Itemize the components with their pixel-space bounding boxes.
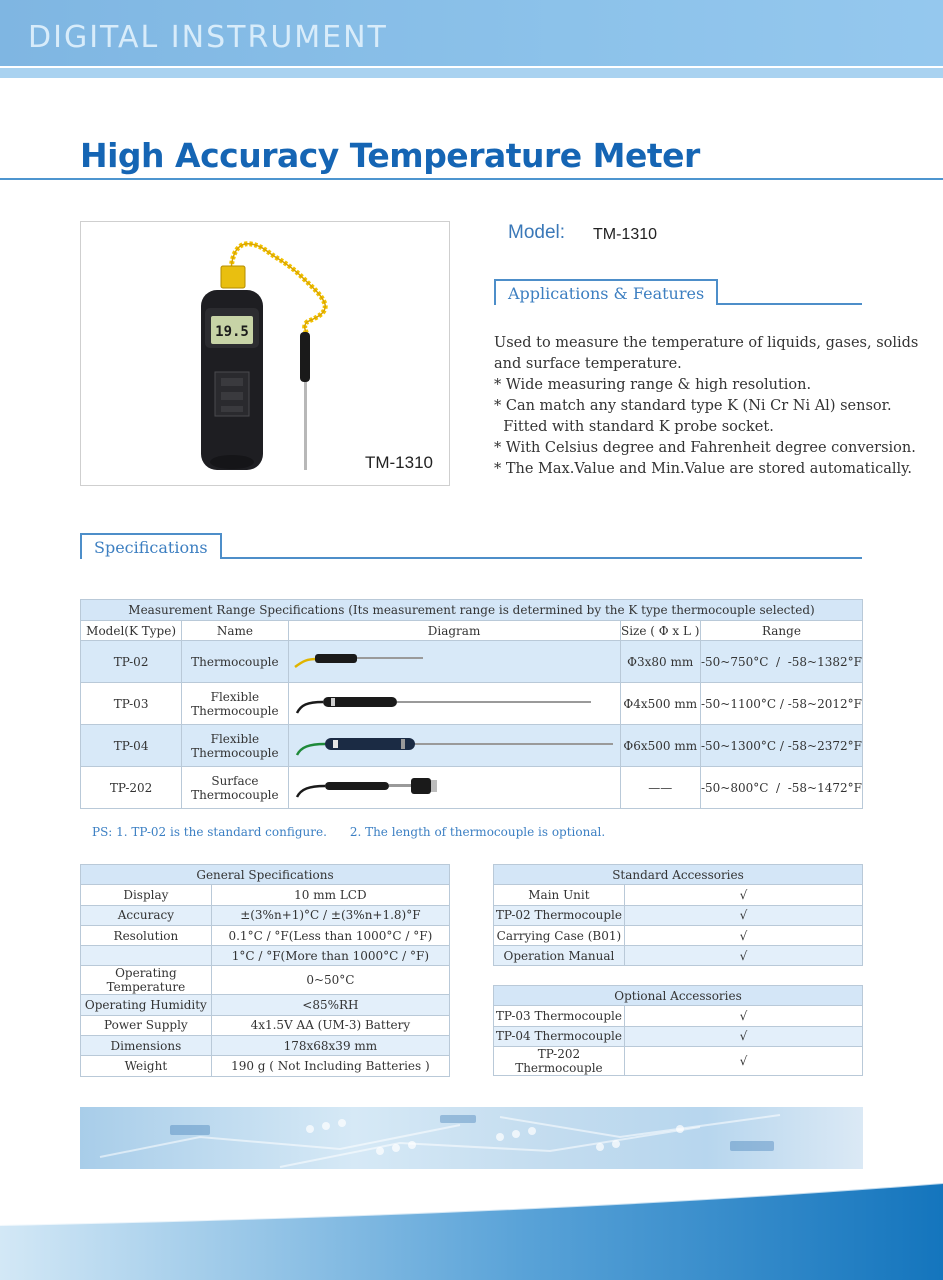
table-row: [81, 1056, 450, 1076]
accessory-item: Operation Manual: [494, 946, 625, 966]
spec-label: Display: [81, 885, 212, 905]
features-line: * With Celsius degree and Fahrenheit degree conversion.: [494, 440, 916, 456]
probe-diagram-tp202: [288, 767, 620, 809]
table-row: [81, 1036, 450, 1056]
size-cell: Φ3x80 mm: [620, 641, 700, 683]
table-row: [494, 925, 863, 945]
measurement-range-table: [80, 599, 863, 809]
check-mark: √: [624, 925, 862, 945]
circuit-board-band: [80, 1107, 863, 1169]
table-row: [81, 905, 450, 925]
range-cell: -50~1300°C / -58~2372°F: [700, 725, 862, 767]
name-line: Thermocouple: [191, 787, 279, 802]
probe-diagram-tp02: [288, 641, 620, 683]
name-line: Flexible: [210, 689, 260, 704]
product-photo: [80, 221, 450, 486]
circuit-pattern-icon: [80, 1107, 863, 1169]
check-mark: √: [624, 885, 862, 905]
table-row: [81, 683, 863, 725]
model-cell: TP-04: [81, 725, 182, 767]
table-row: [81, 966, 450, 995]
model-cell: TP-02: [81, 641, 182, 683]
table-row: [494, 885, 863, 905]
accessory-item: TP-02 Thermocouple: [494, 905, 625, 925]
name-line: Thermocouple: [191, 703, 279, 718]
column-header: Name: [182, 621, 288, 641]
name-cell: [182, 641, 288, 683]
header-banner: [0, 0, 943, 66]
photo-caption: TM-1310: [364, 453, 433, 472]
spec-label: Operating Humidity: [81, 995, 212, 1015]
column-header: Model(K Type): [81, 621, 182, 641]
column-header: Range: [700, 621, 862, 641]
features-line: Used to measure the temperature of liquids, gases, solids: [494, 335, 919, 351]
table-row: [81, 946, 450, 966]
range-cell: -50~750°C / -58~1382°F: [700, 641, 862, 683]
spec-value: <85%RH: [211, 995, 449, 1015]
features-line: * Wide measuring range & high resolution.: [494, 377, 812, 393]
size-cell: Φ6x500 mm: [620, 725, 700, 767]
table-row: [81, 1015, 450, 1035]
spec-value: 0.1°C / °F(Less than 1000°C / °F): [211, 925, 449, 945]
footer-wave: [0, 1165, 943, 1280]
check-mark: √: [624, 1046, 862, 1075]
probe-diagram-tp03: [288, 683, 620, 725]
model-cell: TP-03: [81, 683, 182, 725]
table-row: [81, 641, 863, 683]
measurement-table-caption: Measurement Range Specifications (Its measurement range is determined by the K type thermocouple selected): [81, 600, 863, 621]
features-line: * The Max.Value and Min.Value are stored automatically.: [494, 461, 913, 477]
spec-label: Dimensions: [81, 1036, 212, 1056]
probe-diagram-tp04: [288, 725, 620, 767]
name-cell: [182, 767, 288, 809]
table-row: [494, 1006, 863, 1026]
features-line: and surface temperature.: [494, 356, 682, 372]
name-line: Flexible: [210, 731, 260, 746]
optional-accessories-caption: Optional Accessories: [494, 986, 863, 1006]
table-row: [494, 946, 863, 966]
table-row: [494, 905, 863, 925]
name-line: Thermocouple: [191, 654, 279, 669]
spec-label: [81, 946, 212, 966]
name-cell: [182, 683, 288, 725]
ps-note: PS: 1. TP-02 is the standard configure. 2. The length of thermocouple is optional.: [92, 825, 606, 839]
accessory-item: TP-04 Thermocouple: [494, 1026, 625, 1046]
table-row: [81, 725, 863, 767]
spec-label: Resolution: [81, 925, 212, 945]
size-cell: ——: [620, 767, 700, 809]
accessory-item: Carrying Case (B01): [494, 925, 625, 945]
general-specifications-table: [80, 864, 450, 1077]
spec-label: Accuracy: [81, 905, 212, 925]
spec-label: Weight: [81, 1056, 212, 1076]
optional-accessories-table: [493, 985, 863, 1076]
table-row: [81, 925, 450, 945]
banner-text: DIGITAL INSTRUMENT: [28, 20, 388, 55]
table-row: [81, 885, 450, 905]
features-line: * Can match any standard type K (Ni Cr Ni Al) sensor.: [494, 398, 892, 414]
specifications-heading: Specifications: [80, 533, 222, 559]
accessory-item: TP-202 Thermocouple: [494, 1046, 625, 1075]
meter-illustration: [81, 222, 449, 485]
name-line: Thermocouple: [191, 745, 279, 760]
model-label: Model:: [508, 222, 566, 243]
range-cell: -50~800°C / -58~1472°F: [700, 767, 862, 809]
model-cell: TP-202: [81, 767, 182, 809]
standard-accessories-table: [493, 864, 863, 966]
table-row: [81, 767, 863, 809]
title-rule: [0, 178, 943, 180]
spec-value: 1°C / °F(More than 1000°C / °F): [211, 946, 449, 966]
accessory-item: TP-03 Thermocouple: [494, 1006, 625, 1026]
spec-value: 10 mm LCD: [211, 885, 449, 905]
spec-value: 0~50°C: [211, 966, 449, 995]
spec-value: 178x68x39 mm: [211, 1036, 449, 1056]
check-mark: √: [624, 1026, 862, 1046]
name-cell: [182, 725, 288, 767]
page-title: High Accuracy Temperature Meter: [80, 136, 700, 175]
name-line: Surface: [211, 773, 259, 788]
spec-value: 190 g ( Not Including Batteries ): [211, 1056, 449, 1076]
lcd-reading: 19.5: [215, 324, 249, 340]
table-row: [494, 1046, 863, 1075]
check-mark: √: [624, 905, 862, 925]
probe-tp202-icon: [289, 767, 619, 805]
probe-tp04-icon: [289, 725, 619, 763]
probe-tp02-icon: [289, 641, 619, 679]
features-line: Fitted with standard K probe socket.: [494, 419, 774, 435]
table-row: [81, 995, 450, 1015]
check-mark: √: [624, 1006, 862, 1026]
range-cell: -50~1100°C / -58~2012°F: [700, 683, 862, 725]
spec-label: Operating Temperature: [81, 966, 212, 995]
column-header: Diagram: [288, 621, 620, 641]
probe-tp03-icon: [289, 683, 619, 721]
accessory-item: Main Unit: [494, 885, 625, 905]
general-specs-caption: General Specifications: [81, 865, 450, 885]
check-mark: √: [624, 946, 862, 966]
size-cell: Φ4x500 mm: [620, 683, 700, 725]
spec-value: 4x1.5V AA (UM-3) Battery: [211, 1015, 449, 1035]
column-header: Size ( Φ x L ): [620, 621, 700, 641]
table-row: [494, 1026, 863, 1046]
model-value: TM-1310: [593, 226, 658, 243]
spec-label: Power Supply: [81, 1015, 212, 1035]
features-heading: Applications & Features: [494, 279, 718, 305]
features-text: [494, 333, 919, 480]
banner-underline: [0, 66, 943, 78]
standard-accessories-caption: Standard Accessories: [494, 865, 863, 885]
spec-value: ±(3%n+1)°C / ±(3%n+1.8)°F: [211, 905, 449, 925]
